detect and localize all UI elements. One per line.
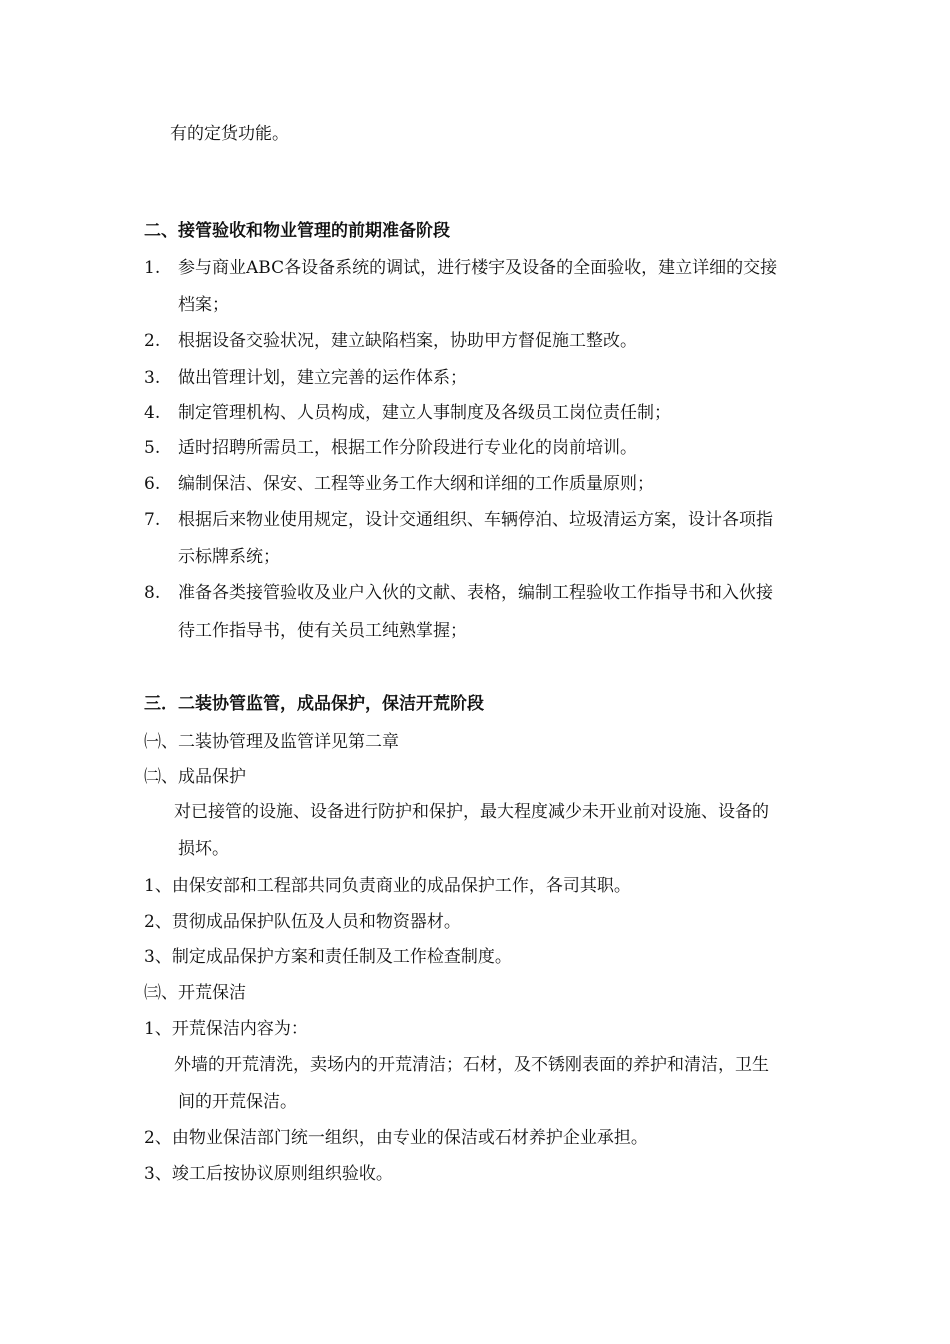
list-item-text: 适时招聘所需员工，根据工作分阶段进行专业化的岗前培训。 (178, 438, 637, 458)
list-item-text-cont: 档案； (178, 295, 229, 315)
subsection-3-description: 外墙的开荒清洗，卖场内的开荒清洁；石材，及不锈刚表面的养护和清洁，卫生 (174, 1055, 769, 1075)
list-item-number: 8. (144, 583, 161, 603)
list-item-text: 编制保洁、保安、工程等业务工作大纲和详细的工作质量原则； (178, 474, 654, 494)
list-item-text: 做出管理计划，建立完善的运作体系； (178, 368, 467, 388)
section-2-heading: 二、接管验收和物业管理的前期准备阶段 (144, 221, 450, 241)
list-item: 2、由物业保洁部门统一组织，由专业的保洁或石材养护企业承担。 (144, 1128, 648, 1148)
list-item-text: 根据设备交验状况，建立缺陷档案，协助甲方督促施工整改。 (178, 331, 637, 351)
subsection-3-title: ㈢、开荒保洁 (144, 983, 246, 1003)
list-item: 2、贯彻成品保护队伍及人员和物资器材。 (144, 912, 461, 932)
list-item-number: 3. (144, 368, 161, 388)
list-item-text: 制定管理机构、人员构成，建立人事制度及各级员工岗位责任制； (178, 403, 671, 423)
section-3-heading: 三．二装协管监管，成品保护，保洁开荒阶段 (144, 694, 484, 714)
subsection-2-description: 对已接管的设施、设备进行防护和保护，最大程度减少未开业前对设施、设备的 (174, 802, 769, 822)
list-item: 1、由保安部和工程部共同负责商业的成品保护工作，各司其职。 (144, 876, 631, 896)
list-item-number: 5. (144, 438, 161, 458)
list-item: 1、开荒保洁内容为： (144, 1019, 308, 1039)
list-item-number: 1. (144, 258, 161, 278)
list-item-text-cont: 示标牌系统； (178, 547, 280, 567)
intro-tail-text: 有的定货功能。 (170, 124, 289, 144)
list-item-text: 参与商业ABC各设备系统的调试，进行楼宇及设备的全面验收，建立详细的交接 (178, 258, 778, 278)
list-item-number: 7. (144, 510, 161, 530)
list-item: 3、制定成品保护方案和责任制及工作检查制度。 (144, 947, 512, 967)
list-item-number: 6. (144, 474, 161, 494)
list-item-text-cont: 待工作指导书，使有关员工纯熟掌握； (178, 621, 467, 641)
list-item-text: 准备各类接管验收及业户入伙的文献、表格，编制工程验收工作指导书和入伙接 (178, 583, 773, 603)
list-item: 3、竣工后按协议原则组织验收。 (144, 1164, 393, 1184)
subsection-1-title: ㈠、二装协管理及监管详见第二章 (144, 732, 399, 752)
subsection-3-description-cont: 间的开荒保洁。 (178, 1092, 297, 1112)
subsection-2-title: ㈡、成品保护 (144, 767, 246, 787)
list-item-number: 4. (144, 403, 161, 423)
list-item-text: 根据后来物业使用规定，设计交通组织、车辆停泊、垃圾清运方案，设计各项指 (178, 510, 773, 530)
subsection-2-description-cont: 损坏。 (178, 839, 229, 859)
list-item-number: 2. (144, 331, 161, 351)
